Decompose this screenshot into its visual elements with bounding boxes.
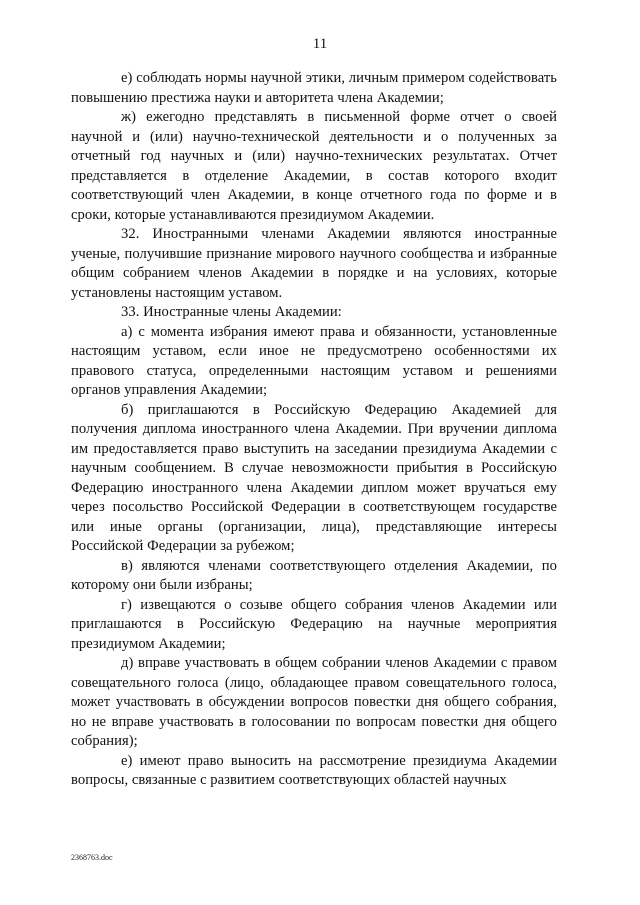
paragraph-e-proposals: е) имеют право выносить на рассмотрение президиума Академии вопросы, связанные с развитием соответствующих областей научных — [71, 752, 557, 788]
paragraph-d-meeting: д) вправе участвовать в общем собрании членов Академии с правом совещательного голоса (лицо, обладающее правом совещательного голоса, может участвовать в обсуждении вопросов повестки дня общего собрания, но не вправе участвовать в голосовании по вопросам повестки дня общего собрания); — [71, 655, 557, 749]
paragraph-33-heading: 33. Иностранные члены Академии: — [121, 304, 342, 320]
paragraph-b-invitation: б) приглашаются в Российскую Федерацию Академией для получения диплома иностранного члена Академии. При вручении диплома им предоставляется право выступить на заседании президиума Академии с научным сообщением. В случае невозможности прибытия в Российскую Федерацию иностранного члена Академии диплом может вручаться ему через посольство Российской Федерации в соответствующем государстве или иные органы (организации, лица), представляющие интересы Российской Федерации за рубежом; — [71, 401, 557, 554]
paragraph-a-rights: а) с момента избрания имеют права и обязанности, установленные настоящим уставом, если иное не предусмотрено особенностями их правового статуса, определенными настоящим уставом и решениями органов управления Академии; — [71, 323, 557, 398]
paragraph-e-ethics: е) соблюдать нормы научной этики, личным примером содействовать повышению престижа науки и авторитета члена Академии; — [71, 70, 557, 106]
paragraph-g-notification: г) извещаются о созыве общего собрания членов Академии или приглашаются в Российскую Федерацию на научные мероприятия президиумом Академии; — [71, 596, 557, 652]
paragraph-zh-annual-report: ж) ежегодно представлять в письменной форме отчет о своей научной и (или) научно-технической деятельности и о полученных за отчетный год научных и (или) научно-технических результатах. Отчет представляется в отделение Академии, в состав которого входит соответствующий член Академии, в конце отчетного года по форме и в сроки, которые устанавливаются президиумом Академии. — [71, 109, 557, 223]
paragraph-v-department: в) являются членами соответствующего отделения Академии, по которому они были избраны; — [71, 557, 557, 593]
paragraph-32-foreign-members: 32. Иностранными членами Академии являются иностранные ученые, получившие признание мирового научного сообщества и избранные общим собранием членов Академии в порядке и на условиях, которые установлены настоящим уставом. — [71, 226, 557, 301]
page-number: 11 — [312, 36, 328, 52]
document-body — [71, 69, 557, 791]
document-filename: 2368763.doc — [71, 853, 113, 862]
